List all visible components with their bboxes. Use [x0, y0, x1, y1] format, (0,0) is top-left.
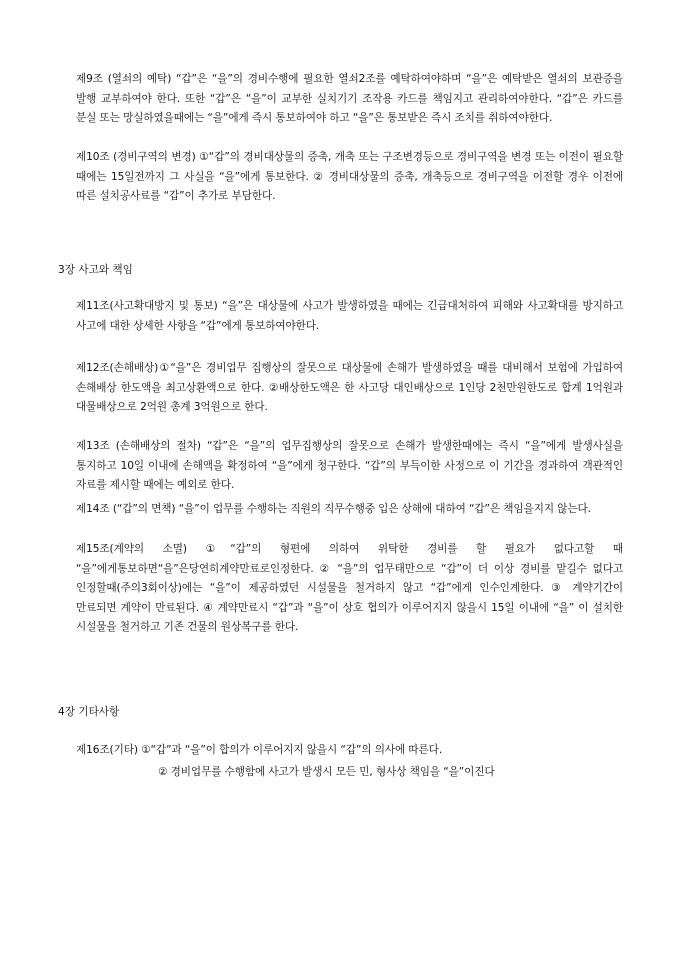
article-12: 제12조(손해배상)①“을”은 경비업무 집행상의 잘못으로 대상물에 손해가 발생하였을 때를 대비해서 보험에 가입하여 손해배상 한도액을 최고상환액으로 한다. ②배상한도액은 한 사고당 대인배상으로 1인당 2천만원한도로 합계 1억원과 대물배상으로 2억원 총계 3억원으로 한다.	[76, 362, 623, 413]
article-10: 제10조 (경비구역의 변경) ①“갑”의 경비대상물의 증축, 개축 또는 구조변경등으로 경비구역을 변경 또는 이전이 필요할 때에는 15일전까지 그 사실을 “을”에게 통보한다. ② 경비대상물의 증축, 개축등으로 경비구역을 이전할 경우 이전에 따른 설치공사료를 “갑”이 추가로 부담한다.	[76, 151, 623, 202]
chapter-3-heading: 3장 사고와 책임	[58, 264, 133, 276]
article-16-item-1: 제16조(기타) ①“갑”과 “을”이 합의가 이루어지지 않을시 “갑”의 의사에 따른다.	[76, 744, 443, 756]
article-11: 제11조(사고확대방지 및 통보) “을”은 대상물에 사고가 발생하였을 때에는 긴급대처하여 피해와 사고확대를 방지하고 사고에 대한 상세한 사항을 “갑”에게 통보하여야한다.	[76, 300, 623, 332]
article-14: 제14조 (“갑”의 면책) “을”이 업무를 수행하는 직원의 직무수행중 입은 상해에 대하여 “갑”은 책임을지지 않는다.	[76, 503, 591, 515]
article-9: 제9조 (열쇠의 예탁) “갑”은 “을”의 경비수행에 필요한 열쇠2조를 예탁하여야하며 “을”은 예탁받은 열쇠의 보관증을 발행 교부하여야 한다. 또한 “갑”은 “을”이 교부한 실치기기 조작용 카드를 책임지고 관리하여야한다. “갑”은 카드를 분실 또는 망실하였을때에는 “을”에게 즉시 통보하여야 하고 “을”은 통보받은 즉시 조치를 취하여야한다.	[76, 73, 623, 124]
article-16-item-2: ② 경비업무를 수행함에 사고가 발생시 모든 민, 형사상 책임을 “을”이진다	[158, 766, 495, 778]
article-15: 제15조(계약의 소멸) ①“갑”의 형편에 의하여 위탁한 경비를 할 필요가 없다고할 때 “을”에게통보하면“을”은당연히계약만료로인정한다. ② “을”의 업무태만으로 “갑”이 더 이상 경비를 맡길수 없다고 인정할때(주의3회이상)에는 “을”이 제공하였던 시설물을 철거하지 않고 “갑”에게 인수인계한다. ③ 계약기간이 만료되면 계약이 만료된다. ④ 계약만료시 “갑”과 “을”이 상호 협의가 이루어지지 않을시 15일 이내에 “을” 이 설치한 시설물을 철거하고 기존 건물의 원상복구를 한다.	[76, 543, 623, 633]
chapter-4-heading: 4장 기타사항	[58, 706, 120, 718]
article-13: 제13조 (손해배상의 절차) “갑”은 “을”의 업무집행상의 잘못으로 손해가 발생한때에는 즉시 “을”에게 발생사실을 통지하고 10일 이내에 손해액을 확정하여 “을”에게 청구한다. “갑”의 부득이한 사정으로 이 기간을 경과하여 객관적인 자료를 제시할 때에는 예외로 한다.	[76, 440, 623, 491]
